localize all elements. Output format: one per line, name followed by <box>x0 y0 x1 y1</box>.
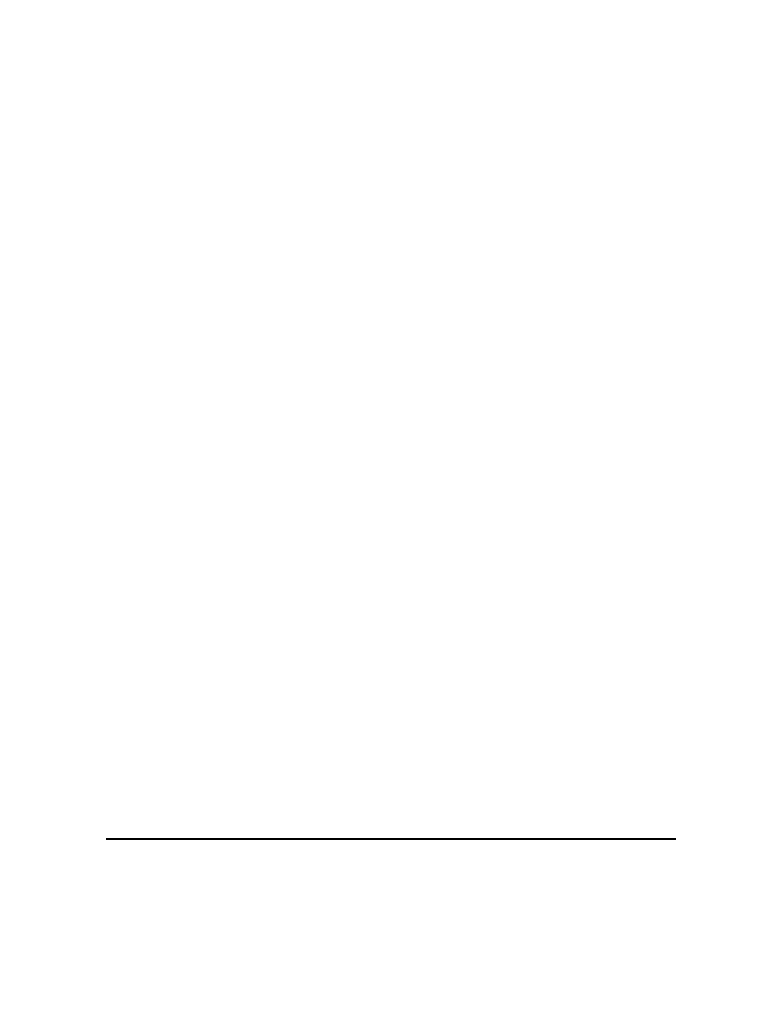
footnotes <box>106 838 676 856</box>
